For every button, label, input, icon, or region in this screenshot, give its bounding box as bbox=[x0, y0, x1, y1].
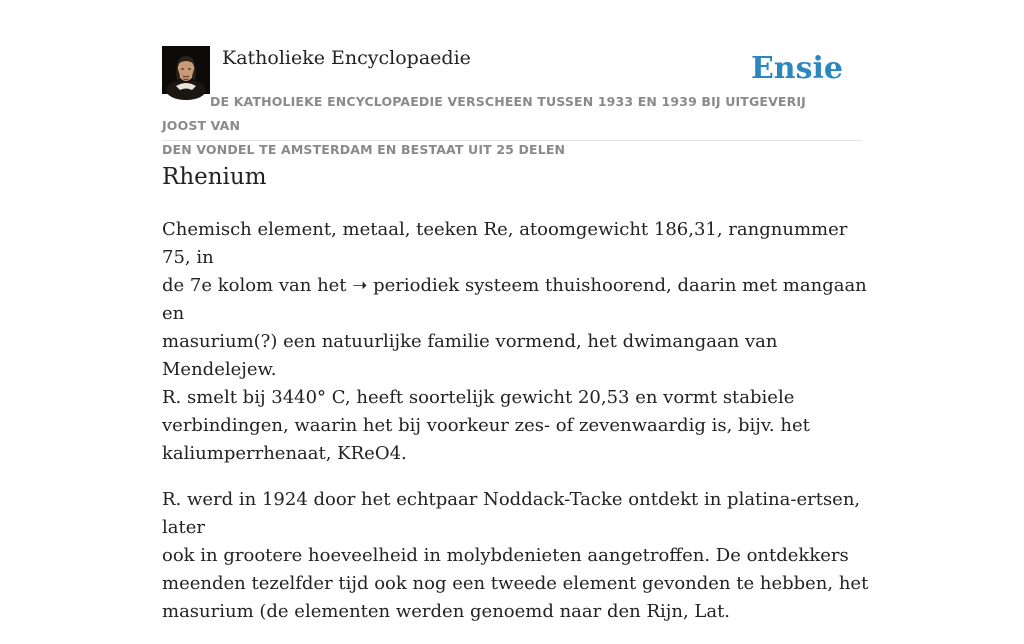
portrait-avatar-icon[interactable] bbox=[162, 46, 210, 94]
ensie-logo[interactable]: Ensie bbox=[750, 51, 843, 86]
article-paragraph: Chemisch element, metaal, teeken Re, atoomgewicht 186,31, rangnummer 75, in de 7e kolom van het ➝ periodiek systeem thuishoorend, daarin met mangaan en masurium(?) een natuurlijke familie vormend, het dwimangaan van Mendelejew. R. smelt bij 3440° C, heeft soortelijk gewicht 20,53 en vormt stabiele verbindingen, waarin het bij voorkeur zes- of zevenwaardig is, bijv. het kaliumperrhenaat, KReO4. bbox=[162, 219, 867, 464]
site-description-line-1: DE KATHOLIEKE ENCYCLOPAEDIE VERSCHEEN TUSSEN 1933 EN 1939 BIJ UITGEVERIJ JOOST VAN bbox=[162, 94, 806, 133]
page-container bbox=[162, 46, 869, 622]
site-description bbox=[162, 90, 852, 162]
site-title[interactable]: Katholieke Encyclopaedie bbox=[222, 47, 471, 69]
site-description-line-2: DEN VONDEL TE AMSTERDAM EN BESTAAT UIT 25 DELEN bbox=[162, 142, 566, 157]
article-title: Rhenium bbox=[162, 164, 267, 190]
article-paragraph: R. werd in 1924 door het echtpaar Noddack-Tacke ontdekt in platina-ertsen, later ook in grootere hoeveelheid in molybdenieten aangetroffen. De ontdekkers meenden tezelfder tijd ook nog een tweede element gevonden te hebben, het masurium (de elementen werden genoemd naar den Rijn, Lat. bbox=[162, 489, 869, 622]
site-header bbox=[162, 46, 862, 157]
article-body bbox=[162, 216, 872, 644]
